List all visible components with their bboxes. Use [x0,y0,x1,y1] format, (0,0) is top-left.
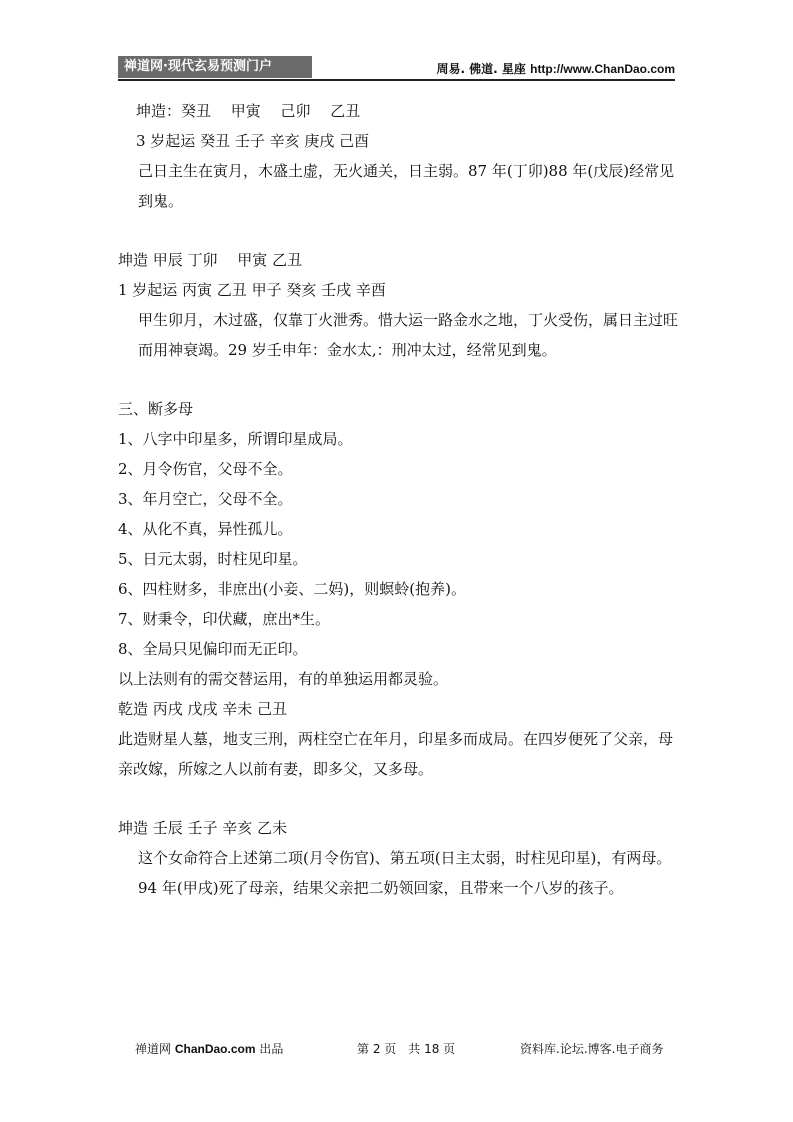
spacer [118,216,678,245]
footer-links[interactable]: 资料库.论坛.博客.电子商务 [520,1042,664,1056]
chart-kun-1-analysis: 己日主生在寅月，木盛土虚，无火通关，日主弱。87 年(丁卯)88 年(戊辰)经常见到鬼。 [138,162,675,210]
document-body [118,96,678,903]
footer-brand [135,1040,283,1057]
chart-kun-3-pillars: 坤造 壬辰 壬子 辛亥 乙未 [118,819,288,837]
chart-kun-1-pillars: 坤造：癸丑 甲寅 己卯 乙丑 [136,102,361,120]
chart-kun-3-analysis: 这个女命符合上述第二项(月令伤官)、第五项(日主太弱，时柱见印星)，有两母。94 年(甲戌)死了母亲，结果父亲把二奶领回家，且带来一个八岁的孩子。 [138,849,672,897]
header-divider [118,79,675,81]
header-topics: 周易. 佛道. 星座 [436,62,526,76]
spacer [118,784,678,813]
rule-item: 5、日元太弱，时柱见印星。 [118,550,308,568]
chart-kun-2-luck: 1 岁起运 丙寅 乙丑 甲子 癸亥 壬戌 辛酉 [118,281,386,299]
rules-note: 以上法则有的需交替运用，有的单独运用都灵验。 [118,670,449,688]
chart-qian-analysis: 此造财星人墓，地支三刑，两柱空亡在年月，印星多而成局。在四岁便死了父亲，母亲改嫁，所嫁之人以前有妻，即多父，又多母。 [118,730,674,778]
rule-item: 8、全局只见偏印而无正印。 [118,640,308,658]
chart-qian-pillars: 乾造 丙戌 戊戌 辛未 己丑 [118,700,288,718]
chart-kun-1-luck: 3 岁起运 癸丑 壬子 辛亥 庚戌 己酉 [136,132,370,150]
rule-item: 7、财秉令，印伏藏，庶出*生。 [118,610,331,628]
footer-brand-cn: 禅道网 [135,1042,172,1056]
rule-item: 4、从化不真，异性孤儿。 [118,520,293,538]
chart-kun-2-analysis: 甲生卯月，木过盛，仅靠丁火泄秀。惜大运一路金水之地，丁火受伤，属日主过旺而用神衰竭。29 岁壬申年：金水太,：刑冲太过，经常见到鬼。 [138,311,679,359]
header-url-link[interactable]: http://www.ChanDao.com [530,62,675,76]
rule-item: 6、四柱财多，非庶出(小妾、二妈)，则螟蛉(抱养)。 [118,580,466,598]
page-number: 第 2 页 共 18 页 [357,1042,456,1056]
section-title: 三、断多母 [118,400,194,418]
header-site-info [436,60,675,77]
footer-brand-en[interactable]: ChanDao.com [174,1042,256,1056]
rule-item: 1、八字中印星多，所谓印星成局。 [118,430,353,448]
spacer [118,365,678,394]
site-logo: 禅道网·现代玄易预测门户 [118,56,312,78]
chart-kun-2-pillars: 坤造 甲辰 丁卯 甲寅 乙丑 [118,251,303,269]
rule-item: 3、年月空亡，父母不全。 [118,490,293,508]
footer-brand-suffix: 出品 [259,1042,284,1056]
rule-item: 2、月令伤官，父母不全。 [118,460,293,478]
